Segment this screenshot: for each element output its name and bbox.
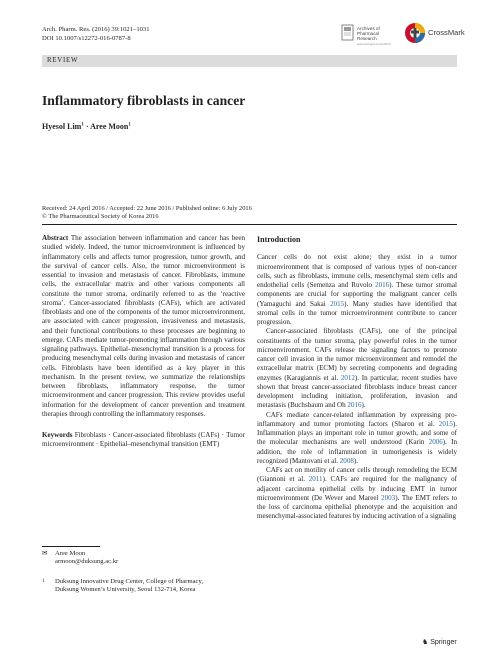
intro-paragraph — [257, 411, 457, 467]
author-separator: · — [83, 122, 91, 131]
journal-logo-text — [357, 26, 380, 41]
abstract-column — [42, 234, 245, 450]
author-affiliation-mark: 1 — [128, 122, 131, 128]
copyright-line: © The Pharmaceutical Society of Korea 2016 — [42, 213, 159, 221]
paragraph-text: ). These tumor stromal components are crucial for supporting the malignant cancer cells (Yamaguchi and Sakai — [257, 281, 458, 308]
journal-logo-line3: Research — [357, 36, 377, 41]
author-name[interactable]: Aree Moon — [90, 122, 129, 131]
affiliation-number: 1 — [42, 579, 45, 584]
journal-logo[interactable] — [338, 22, 396, 52]
paragraph-text: ). — [353, 456, 358, 465]
author-name[interactable]: Hyesol Lim — [42, 122, 82, 131]
abstract-label: Abstract — [42, 234, 69, 242]
introduction-heading: Introduction — [257, 235, 301, 244]
paragraph-text: ). — [361, 401, 366, 410]
abstract-text: The association between inflammation and cancer has been studied widely. Indeed, the tumor microenvironment is influenced by inflammatory cells and affects tumor progression, tumor growth, and the survival of cancer cells. Also, the tumor microenvironment is essential to invasion and metastasis of cancer. Fibroblasts, immune cells, the extracellular matrix and other various components all constitute the tumor stroma, ordinarily referred to as the ‘reactive stroma’. Cancer-associated fibroblasts (CAFs), which are activated fibroblasts and one of the components of the tumor microenvironment, are associated with cancer progression, invasiveness and metastasis, and their functional contributions to these processes are beginning to emerge. CAFs mediate tumor-promoting inflammation through various signaling pathways. Epithelial–mesenchymal transition is a process for producing mesenchymal cells during invasion and metastasis of cancer cells. Fibroblasts have been identified as a key player in this mechanism. In the present review, we summarize the relationships between fibroblasts, inflammatory response, the tumor microenvironment and cancer progression. This review provides useful information for the development of cancer prevention and treatment therapies through controlling the inflammatory responses. — [42, 234, 246, 418]
envelope-icon: ✉ — [42, 550, 48, 557]
citation-link[interactable]: 2012 — [340, 373, 355, 382]
introduction-column — [257, 234, 457, 522]
section-label-bar — [42, 55, 457, 67]
springer-horse-icon: ♞ — [422, 639, 429, 646]
received-accepted-published: Received: 24 April 2016 / Accepted: 22 June 2016 / Published online: 6 July 2016 — [42, 205, 252, 212]
footnote-rule — [42, 546, 100, 547]
paragraph-text: Cancer-associated fibroblasts (CAFs), one of the principal constituents of the tumor stroma, play powerful roles in the tumor microenvironment. CAFs release the signaling factors to promote cancer cell invasion in the tumor microenvironment and remodel the extracellular matrix (ECM) by secreting components and degrading enzymes (Karagiannis et al. — [257, 327, 457, 382]
article-title: Inflammatory fibroblasts in cancer — [42, 93, 246, 108]
citation-link[interactable]: 2011 — [308, 475, 323, 484]
corresponding-email[interactable]: armoon@duksung.ac.kr — [55, 558, 119, 566]
citation-link[interactable]: 2006 — [428, 438, 443, 447]
divider — [42, 224, 457, 225]
crossmark-icon — [404, 22, 426, 44]
citation-link[interactable]: 2008 — [339, 456, 354, 465]
paragraph-text: CAFs mediate cancer-related inflammation by expressing pro-inflammatory and tumor promoting factors (Sharon et al. — [257, 410, 457, 428]
paragraph-text: ). Many studies have identified that stromal cells in the tumor microenvironment contribute to cancer progression. — [257, 299, 457, 326]
corresponding-name: Aree Moon — [55, 550, 86, 557]
section-label: REVIEW — [47, 56, 79, 64]
publisher-logo — [422, 638, 457, 646]
citation-link[interactable]: 2015 — [330, 299, 345, 308]
citation-link[interactable]: 2003 — [381, 493, 396, 502]
crossmark-label: CrossMark — [428, 28, 465, 37]
paragraph-text: ). In addition, the role of inflammation in tumorigenesis is widely recognized (Mantovani et al. — [257, 438, 457, 465]
author-list — [42, 122, 131, 131]
affiliation-line: Duksung Innovative Drug Center, College of Pharmacy, — [55, 578, 203, 585]
paragraph-text: ). In particular, recent studies have shown that breast cancer-associated fibroblasts induce breast cancer development including initiation, proliferation, invasion and metastasis (Buchsbaum and Oh — [257, 373, 457, 410]
publisher-name: Springer — [430, 639, 457, 646]
article-dates — [42, 205, 252, 222]
paragraph-text: ). The EMT refers to the loss of carcinoma epithelial phenotype and the acquisition and mesenchymal-associated features by inducing activation of a signaling — [257, 493, 457, 521]
intro-paragraph — [257, 327, 457, 410]
paragraph-text: ). Inflammation plays an important role in tumor growth, and some of the molecular mechanisms are well understood (Karin — [257, 419, 457, 447]
keywords-label: Keywords — [42, 431, 73, 439]
abstract — [42, 234, 245, 419]
journal-logo-url: www.springer.com/12272 — [357, 42, 391, 46]
affiliation-line: Duksung Women’s University, Seoul 132-714, Korea — [55, 586, 196, 594]
keywords-text: Fibroblasts · Cancer-associated fibroblasts (CAFs) · Tumor microenvironment · Epithelial–mesenchymal transition (EMT) — [42, 431, 245, 449]
intro-paragraph — [257, 253, 457, 327]
intro-paragraph — [257, 466, 457, 522]
journal-logo-line2: Pharmacal — [357, 31, 379, 36]
keywords — [42, 431, 245, 450]
journal-logo-line1: Archives of — [357, 26, 380, 31]
journal-line: Arch. Pharm. Res. (2016) 39:1021–1031 — [42, 26, 150, 33]
citation-link[interactable]: 2016 — [347, 401, 362, 410]
paragraph-text: CAFs act on motility of cancer cells through remodeling the ECM (Giannoni et al. — [257, 466, 457, 484]
paragraph-text: Cancer cells do not exist alone; they exist in a tumor microenvironment that is composed of various types of non-cancer cells, such as fibroblasts, immune cells, mesenchymal stem cells and endothelial cells (Semenza and Ruvolo — [257, 253, 457, 289]
crossmark-badge[interactable] — [404, 22, 480, 46]
citation-link[interactable]: 2015 — [438, 419, 453, 428]
doi-line: DOI 10.1007/s12272-016-0787-8 — [42, 35, 131, 42]
author-affiliation-mark: 1 — [81, 122, 84, 128]
journal-citation — [42, 25, 150, 43]
citation-link[interactable]: 2016 — [375, 281, 390, 289]
paragraph-text: ). CAFs are required for the malignancy of adjacent carcinoma epithelial cells by inducing EMT in tumor microenvironment (De Wever and Mareel — [257, 475, 458, 502]
